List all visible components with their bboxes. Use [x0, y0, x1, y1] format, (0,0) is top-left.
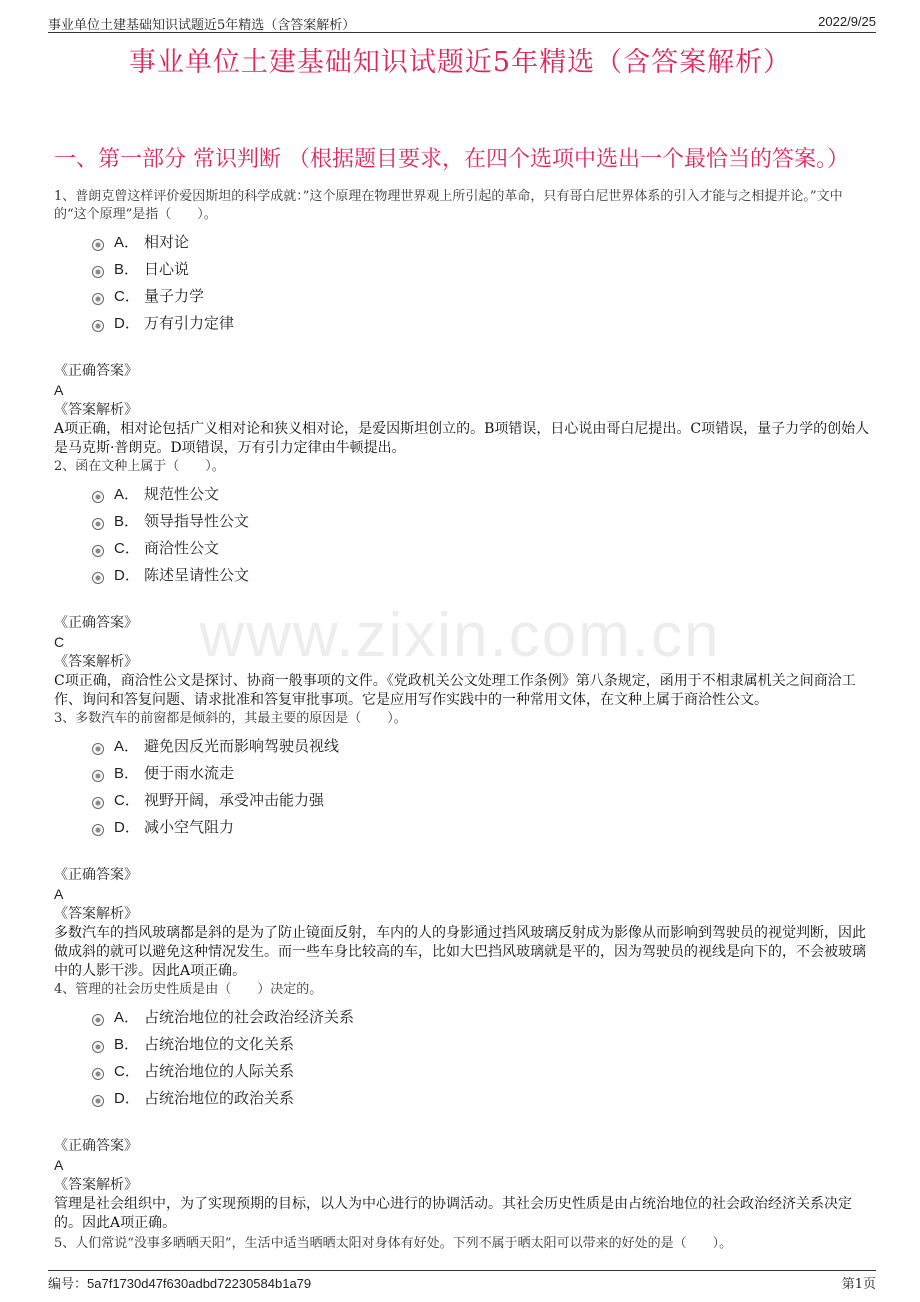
option-b[interactable]: B． 领导指导性公文	[92, 508, 872, 535]
explanation-label: 《答案解析》	[54, 654, 138, 670]
radio-icon[interactable]	[92, 545, 104, 557]
radio-icon[interactable]	[92, 1068, 104, 1080]
header-date: 2022/9/25	[818, 14, 876, 29]
option-list	[92, 733, 872, 841]
option-d[interactable]: D． 减小空气阻力	[92, 814, 872, 841]
header-doc-name: 事业单位土建基础知识试题近5年精选（含答案解析）	[48, 18, 356, 33]
radio-icon[interactable]	[92, 518, 104, 530]
radio-icon[interactable]	[92, 1014, 104, 1026]
radio-icon[interactable]	[92, 491, 104, 503]
radio-icon[interactable]	[92, 770, 104, 782]
question-2	[54, 458, 872, 710]
radio-icon[interactable]	[92, 797, 104, 809]
explanation-text: A项正确，相对论包括广义相对论和狭义相对论，是爱因斯坦创立的。B项错误，日心说由哥白尼提出。C项错误，量子力学的创始人是马克斯·普朗克。D项错误，万有引力定律由牛顿提出。	[54, 421, 870, 456]
watermark: www.zixin.com.cn	[199, 601, 721, 670]
explanation-label: 《答案解析》	[54, 1177, 138, 1193]
question-3	[54, 710, 872, 981]
question-text: 3、多数汽车的前窗都是倾斜的，其最主要的原因是（ ）。	[54, 711, 407, 726]
option-a[interactable]: A． 占统治地位的社会政治经济关系	[92, 1004, 872, 1031]
option-c[interactable]: C． 视野开阔，承受冲击能力强	[92, 787, 872, 814]
explanation-label: 《答案解析》	[54, 906, 138, 922]
explanation-text: C项正确，商洽性公文是探讨、协商一般事项的文件。《党政机关公文处理工作条例》第八条规定，函用于不相隶属机关之间商洽工作、询问和答复问题、请求批准和答复审批事项。它是应用写作实践中的一种常用文体，在文种上属于商洽性公文。	[54, 673, 856, 708]
option-list	[92, 1004, 872, 1112]
footer-doc-id	[48, 1273, 311, 1292]
answer-value: A	[54, 382, 64, 398]
answer-value: C	[54, 634, 65, 650]
option-a[interactable]: A． 避免因反光而影响驾驶员视线	[92, 733, 872, 760]
option-a[interactable]: A． 相对论	[92, 229, 872, 256]
explanation-text: 管理是社会组织中，为了实现预期的目标，以人为中心进行的协调活动。其社会历史性质是由占统治地位的社会政治经济关系决定的。因此A项正确。	[54, 1196, 852, 1231]
option-a[interactable]: A． 规范性公文	[92, 481, 872, 508]
option-list	[92, 229, 872, 337]
answer-label: 《正确答案》	[54, 615, 138, 631]
footer-id-prefix: 编号：	[48, 1277, 88, 1292]
option-d[interactable]: D． 陈述呈请性公文	[92, 562, 872, 589]
radio-icon[interactable]	[92, 1041, 104, 1053]
explanation-label: 《答案解析》	[54, 402, 138, 418]
option-list	[92, 481, 872, 589]
option-b[interactable]: B． 便于雨水流走	[92, 760, 872, 787]
option-d[interactable]: D． 万有引力定律	[92, 310, 872, 337]
option-c[interactable]: C． 量子力学	[92, 283, 872, 310]
option-b[interactable]: B． 占统治地位的文化关系	[92, 1031, 872, 1058]
question-text: 1、普朗克曾这样评价爱因斯坦的科学成就：”这个原理在物理世界观上所引起的革命，只有哥白尼世界体系的引入才能与之相提并论。”文中的“这个原理”是指（ ）。	[54, 189, 843, 222]
radio-icon[interactable]	[92, 266, 104, 278]
footer-page-number: 第1页	[841, 1277, 876, 1292]
question-5	[54, 1235, 872, 1253]
option-b[interactable]: B． 日心说	[92, 256, 872, 283]
footer-id-code: 5a7f1730d47f630adbd72230584b1a79	[87, 1276, 312, 1291]
answer-value: A	[54, 1157, 64, 1173]
question-4	[54, 981, 872, 1233]
document-title: 事业单位土建基础知识试题近5年精选（含答案解析）	[128, 47, 792, 78]
radio-icon[interactable]	[92, 824, 104, 836]
option-c[interactable]: C． 占统治地位的人际关系	[92, 1058, 872, 1085]
page-header	[48, 12, 876, 33]
section-heading: 一、第一部分 常识判断 （根据题目要求，在四个选项中选出一个最恰当的答案。）	[54, 147, 849, 172]
option-c[interactable]: C． 商洽性公文	[92, 535, 872, 562]
radio-icon[interactable]	[92, 239, 104, 251]
option-d[interactable]: D． 占统治地位的政治关系	[92, 1085, 872, 1112]
question-text: 5、人们常说“没事多晒晒天阳”，生活中适当晒晒太阳对身体有好处。下列不属于晒太阳可以带来的好处的是（ ）。	[54, 1236, 733, 1251]
question-1	[54, 188, 872, 458]
radio-icon[interactable]	[92, 293, 104, 305]
question-text: 4、管理的社会历史性质是由（ ）决定的。	[54, 982, 323, 997]
answer-label: 《正确答案》	[54, 867, 138, 883]
answer-label: 《正确答案》	[54, 1138, 138, 1154]
page-footer	[48, 1270, 876, 1291]
explanation-text: 多数汽车的挡风玻璃都是斜的是为了防止镜面反射，车内的人的身影通过挡风玻璃反射成为影像从而影响到驾驶员的视觉判断，因此做成斜的就可以避免这种情况发生。而一些车身比较高的车，比如大巴挡风玻璃就是平的，因为驾驶员的视线是向下的，不会被玻璃中的人影干涉。因此A项正确。	[54, 925, 866, 979]
radio-icon[interactable]	[92, 1095, 104, 1107]
radio-icon[interactable]	[92, 743, 104, 755]
radio-icon[interactable]	[92, 572, 104, 584]
answer-label: 《正确答案》	[54, 363, 138, 379]
radio-icon[interactable]	[92, 320, 104, 332]
answer-value: A	[54, 886, 64, 902]
question-text: 2、函在文种上属于（ ）。	[54, 459, 225, 474]
